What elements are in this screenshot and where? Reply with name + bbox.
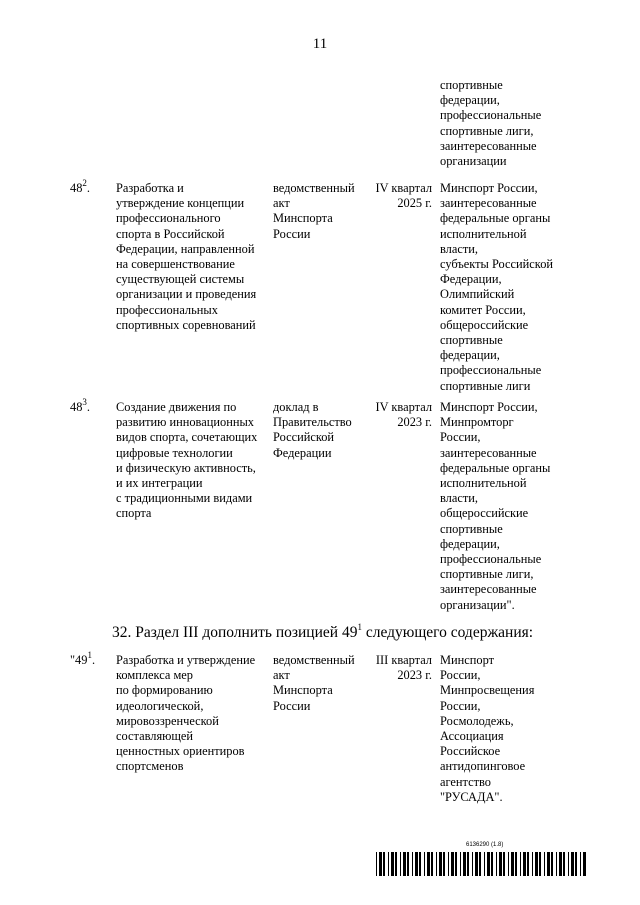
text-line: профессиональные xyxy=(440,552,542,567)
text-line: Российское xyxy=(440,744,501,759)
text-line: России xyxy=(273,226,311,241)
text-line: исполнительной xyxy=(440,476,527,491)
row-number-main: 48 xyxy=(70,181,83,195)
barcode-bar xyxy=(403,852,406,876)
barcode-bar xyxy=(499,852,502,876)
text-line: Федерации, направленной xyxy=(116,241,255,256)
barcode-bar xyxy=(559,852,562,876)
row-number-sup: 1 xyxy=(87,649,92,660)
barcode-bar xyxy=(539,852,541,876)
barcode-bar xyxy=(455,852,457,876)
barcode-bar xyxy=(544,852,545,876)
row-number xyxy=(70,396,108,415)
document-code: 6136290 (1.8) xyxy=(466,842,504,848)
page-number: 11 xyxy=(312,36,328,52)
text-line: Минпросвещения xyxy=(440,683,535,698)
text-line: идеологической, xyxy=(116,698,204,713)
barcode-bar xyxy=(563,852,565,876)
barcode-bar xyxy=(383,852,385,876)
barcode-bar xyxy=(520,852,521,876)
barcode-bar xyxy=(503,852,505,876)
barcode-bar xyxy=(472,852,473,876)
text-line: заинтересованные xyxy=(440,196,537,211)
row-number-dot: . xyxy=(86,181,90,195)
row-responsible xyxy=(440,400,590,613)
barcode-bar xyxy=(568,852,569,876)
row-document xyxy=(273,181,365,242)
text-line: власти, xyxy=(440,491,479,506)
text-line: Разработка и утверждение xyxy=(116,653,256,667)
section-text-sup: 1 xyxy=(357,621,362,632)
text-line: Ассоциация xyxy=(440,729,504,744)
text-line: спортивные лиги, xyxy=(440,567,534,582)
text-line: утверждение концепции xyxy=(116,196,245,211)
barcode-bar xyxy=(388,852,389,876)
text-line: федеральные органы xyxy=(440,211,551,226)
text-line: агентство xyxy=(440,774,491,789)
text-line: спортивных соревнований xyxy=(116,317,256,332)
barcode-bar xyxy=(491,852,493,876)
barcode-bar xyxy=(460,852,461,876)
barcode-bar xyxy=(443,852,445,876)
barcode-bar xyxy=(535,852,538,876)
text-line: Российской xyxy=(273,430,335,445)
barcode-bar xyxy=(484,852,485,876)
barcode-bar xyxy=(551,852,553,876)
text-line: организации". xyxy=(440,597,515,612)
text-line: 2025 г. xyxy=(397,196,432,211)
text-line: видов спорта, сочетающих xyxy=(116,430,258,445)
row-number-dot: . xyxy=(86,400,90,414)
text-line: Правительство xyxy=(273,415,352,430)
text-line: власти, xyxy=(440,241,479,256)
text-line: общероссийские xyxy=(440,506,529,521)
text-line: спорта xyxy=(116,506,152,521)
text-line: профессиональные xyxy=(440,363,542,378)
text-line: и их интеграции xyxy=(116,476,203,491)
section-text-before: 32. Раздел III дополнить позицией 49 xyxy=(112,624,358,641)
row-number-dot: . xyxy=(91,653,96,667)
barcode-bar xyxy=(532,852,533,876)
text-line: IV квартал xyxy=(375,400,432,414)
text-line: заинтересованные xyxy=(440,582,537,597)
text-line: составляющей xyxy=(116,729,194,744)
continuation-responsible xyxy=(440,78,590,169)
row-title xyxy=(116,181,268,333)
text-line: Разработка и xyxy=(116,181,184,195)
text-line: спортивные xyxy=(440,78,503,92)
barcode-bar xyxy=(407,852,409,876)
row-title xyxy=(116,653,268,775)
row-responsible xyxy=(440,181,590,394)
barcode-bar xyxy=(436,852,437,876)
barcode-bar xyxy=(511,852,514,876)
text-line: ценностных ориентиров xyxy=(116,744,245,759)
row-document xyxy=(273,653,365,714)
text-line: заинтересованные xyxy=(440,445,537,460)
barcode-bar xyxy=(439,852,442,876)
text-line: III квартал xyxy=(375,653,432,667)
text-line: на совершенствование xyxy=(116,257,235,272)
barcode-bar xyxy=(523,852,526,876)
section-paragraph xyxy=(112,621,534,642)
barcode-bar xyxy=(479,852,481,876)
barcode-bar xyxy=(467,852,469,876)
barcode-bar xyxy=(419,852,421,876)
text-line: 2023 г. xyxy=(397,415,432,430)
row-title xyxy=(116,400,268,522)
text-line: федерации, xyxy=(440,348,500,363)
row-number-sup: 2 xyxy=(82,177,87,188)
section-text-after: следующего содержания: xyxy=(361,624,534,641)
row-number-main: "49 xyxy=(70,653,88,667)
barcode-bar xyxy=(448,852,449,876)
text-line: антидопинговое xyxy=(440,759,526,774)
text-line: ведомственный xyxy=(273,181,355,195)
barcode-bar xyxy=(415,852,418,876)
text-line: Минпромторг xyxy=(440,415,514,430)
text-line: спортсменов xyxy=(116,759,184,774)
barcode-bar xyxy=(580,852,581,876)
text-line: и физическую активность, xyxy=(116,460,256,475)
barcode-bar xyxy=(431,852,433,876)
text-line: субъекты Российской xyxy=(440,257,554,272)
text-line: Олимпийский xyxy=(440,287,515,302)
text-line: "РУСАДА". xyxy=(440,789,503,804)
text-line: с традиционными видами xyxy=(116,491,253,506)
text-line: профессиональные xyxy=(440,108,542,123)
text-line: комплекса мер xyxy=(116,668,193,683)
barcode-bar xyxy=(424,852,425,876)
text-line: мировоззренческой xyxy=(116,713,219,728)
barcode-bar xyxy=(412,852,413,876)
barcode-bar xyxy=(395,852,397,876)
row-document xyxy=(273,400,365,461)
barcode-bar xyxy=(547,852,550,876)
text-line: Минспорт России, xyxy=(440,181,538,195)
barcode-bar xyxy=(515,852,517,876)
row-number-main: 48 xyxy=(70,400,83,414)
text-line: федеральные органы xyxy=(440,460,551,475)
text-line: акт xyxy=(273,668,290,683)
barcode-bar xyxy=(556,852,557,876)
barcode-bar xyxy=(391,852,394,876)
text-line: организации xyxy=(440,154,507,169)
row-number xyxy=(70,177,108,196)
text-line: Минспорт xyxy=(440,653,495,667)
text-line: комитет России, xyxy=(440,302,526,317)
text-line: IV квартал xyxy=(375,181,432,195)
text-line: доклад в xyxy=(273,400,319,414)
barcode-bar xyxy=(400,852,401,876)
text-line: исполнительной xyxy=(440,226,527,241)
text-line: акт xyxy=(273,196,290,211)
text-line: общероссийские xyxy=(440,317,529,332)
row-term xyxy=(366,181,432,211)
text-line: развитию инновационных xyxy=(116,415,254,430)
text-line: Минспорта xyxy=(273,683,333,698)
text-line: России, xyxy=(440,668,481,683)
text-line: организации и проведения xyxy=(116,287,257,302)
row-term xyxy=(366,653,432,683)
text-line: цифровые технологии xyxy=(116,445,233,460)
text-line: России xyxy=(273,698,311,713)
barcode-bar xyxy=(427,852,430,876)
text-line: федерации, xyxy=(440,93,500,108)
text-line: Федерации, xyxy=(440,272,502,287)
text-line: Росмолодежь, xyxy=(440,713,514,728)
barcode-bar xyxy=(571,852,574,876)
text-line: профессиональных xyxy=(116,302,218,317)
row-number xyxy=(70,649,108,668)
text-line: ведомственный xyxy=(273,653,355,667)
barcode-bar xyxy=(508,852,509,876)
barcode-bar xyxy=(487,852,490,876)
barcode-bar xyxy=(583,852,586,876)
barcode-bar xyxy=(376,852,377,876)
barcode-bar xyxy=(575,852,577,876)
text-line: спортивные лиги, xyxy=(440,123,534,138)
text-line: профессионального xyxy=(116,211,221,226)
text-line: федерации, xyxy=(440,536,500,551)
barcode-bar xyxy=(451,852,454,876)
text-line: спортивные xyxy=(440,521,503,536)
text-line: Минспорта xyxy=(273,211,333,226)
row-number-sup: 3 xyxy=(82,396,87,407)
text-line: существующей системы xyxy=(116,272,245,287)
text-line: по формированию xyxy=(116,683,213,698)
text-line: спортивные лиги xyxy=(440,378,531,393)
barcode-bar xyxy=(527,852,529,876)
row-term xyxy=(366,400,432,430)
text-line: Минспорт России, xyxy=(440,400,538,414)
text-line: спорта в Российской xyxy=(116,226,225,241)
text-line: России, xyxy=(440,430,481,445)
text-line: Федерации xyxy=(273,445,332,460)
text-line: России, xyxy=(440,698,481,713)
barcode xyxy=(376,852,586,876)
row-responsible xyxy=(440,653,590,805)
text-line: 2023 г. xyxy=(397,668,432,683)
text-line: Создание движения по xyxy=(116,400,237,414)
barcode-bar xyxy=(463,852,466,876)
barcode-bar xyxy=(496,852,497,876)
barcode-bar xyxy=(475,852,478,876)
barcode-bar xyxy=(379,852,382,876)
text-line: спортивные xyxy=(440,333,503,348)
text-line: заинтересованные xyxy=(440,138,537,153)
